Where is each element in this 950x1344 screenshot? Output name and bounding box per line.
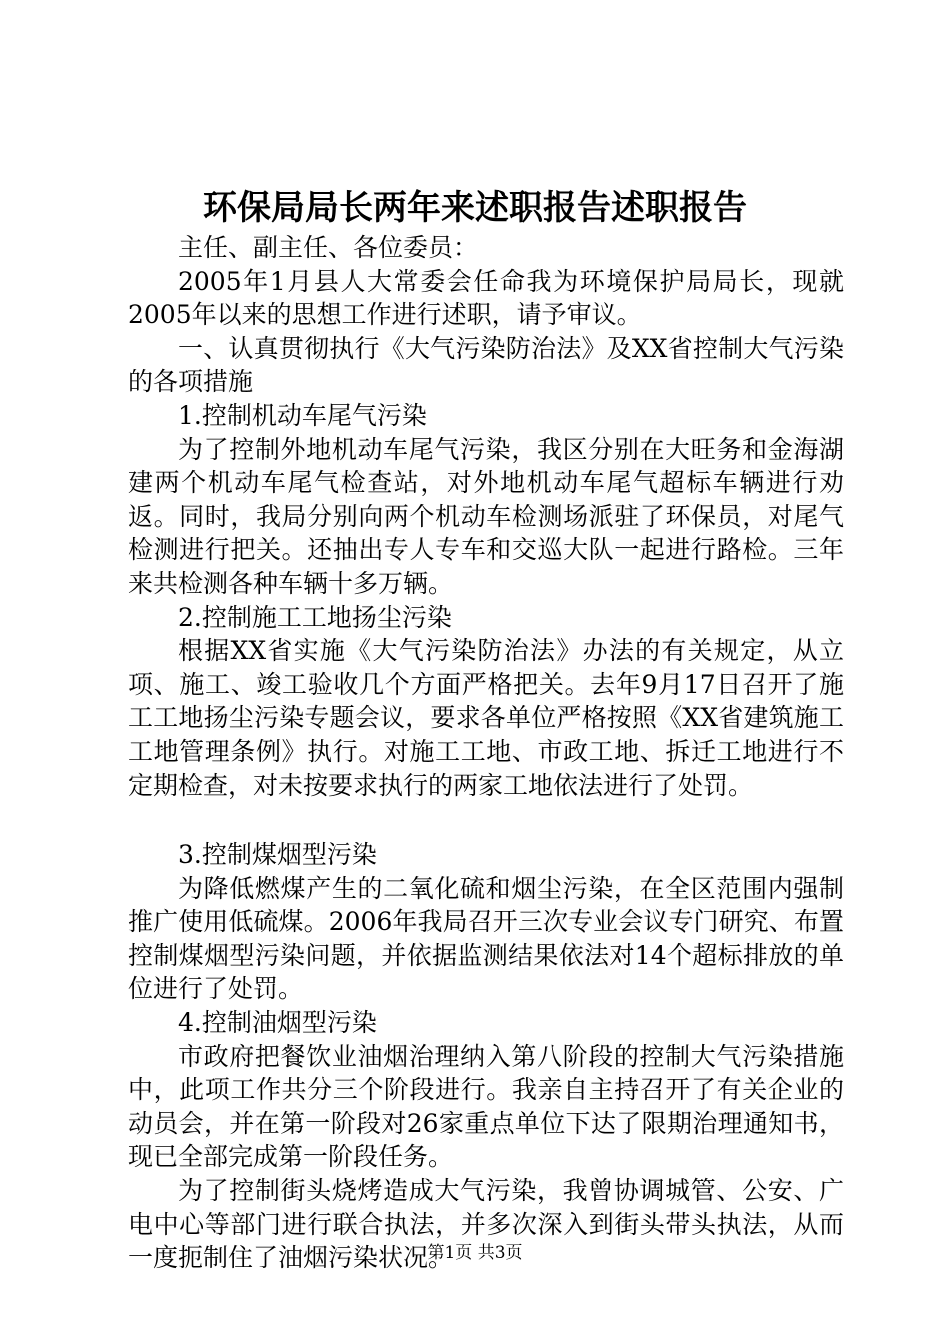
paragraph-oil-fume: 市政府把餐饮业油烟治理纳入第八阶段的控制大气污染措施中，此项工作共分三个阶段进行。我亲自主持召开了有关企业的动员会，并在第一阶段对26家重点单位下达了限期治理通知书，现已全部完成第一阶段任务。 — [128, 1041, 844, 1172]
salutation: 主任、副主任、各位委员： — [178, 233, 479, 262]
section-heading-1: 一、认真贯彻执行《大气污染防治法》及XX省控制大气污染的各项措施 — [128, 333, 844, 397]
page-number-footer: 第1页 共3页 — [427, 1243, 523, 1263]
intro-paragraph: 2005年1月县人大常委会任命我为环境保护局局长，现就2005年以来的思想工作进行述职，请予审议。 — [128, 266, 844, 330]
document-title: 环保局局长两年来述职报告述职报告 — [203, 188, 747, 228]
paragraph-construction-dust: 根据XX省实施《大气污染防治法》办法的有关规定，从立项、施工、竣工验收几个方面严格把关。去年9月17日召开了施工工地扬尘污染专题会议，要求各单位严格按照《XX省建筑施工工地管理条例》执行。对施工工地、市政工地、拆迁工地进行不定期检查，对未按要求执行的两家工地依法进行了处罚。 — [128, 636, 844, 800]
subheading-vehicle-exhaust: 1.控制机动车尾气污染 — [178, 400, 427, 430]
subheading-construction-dust: 2.控制施工工地扬尘污染 — [178, 602, 452, 632]
paragraph-coal-smoke: 为降低燃煤产生的二氧化硫和烟尘污染，在全区范围内强制推广使用低硫煤。2006年我局召开三次专业会议专门研究、布置控制煤烟型污染问题，并依据监测结果依法对14个超标排放的单位进行了处罚。 — [128, 873, 844, 1004]
paragraph-street-bbq: 为了控制街头烧烤造成大气污染，我曾协调城管、公安、广电中心等部门进行联合执法，并多次深入到街头带头执法，从而一度扼制住了油烟污染状况。 — [128, 1176, 844, 1273]
paragraph-spacer — [128, 802, 844, 838]
document-body — [128, 231, 844, 1275]
subheading-coal-smoke: 3.控制煤烟型污染 — [178, 840, 377, 870]
subheading-oil-fume: 4.控制油烟型污染 — [178, 1008, 377, 1038]
paragraph-vehicle-exhaust: 为了控制外地机动车尾气污染，我区分别在大旺务和金海湖建两个机动车尾气检查站，对外地机动车尾气超标车辆进行劝返。同时，我局分别向两个机动车检测场派驻了环保员，对尾气检测进行把关。还抽出专人专车和交巡大队一起进行路检。三年来共检测各种车辆十多万辆。 — [128, 434, 844, 598]
